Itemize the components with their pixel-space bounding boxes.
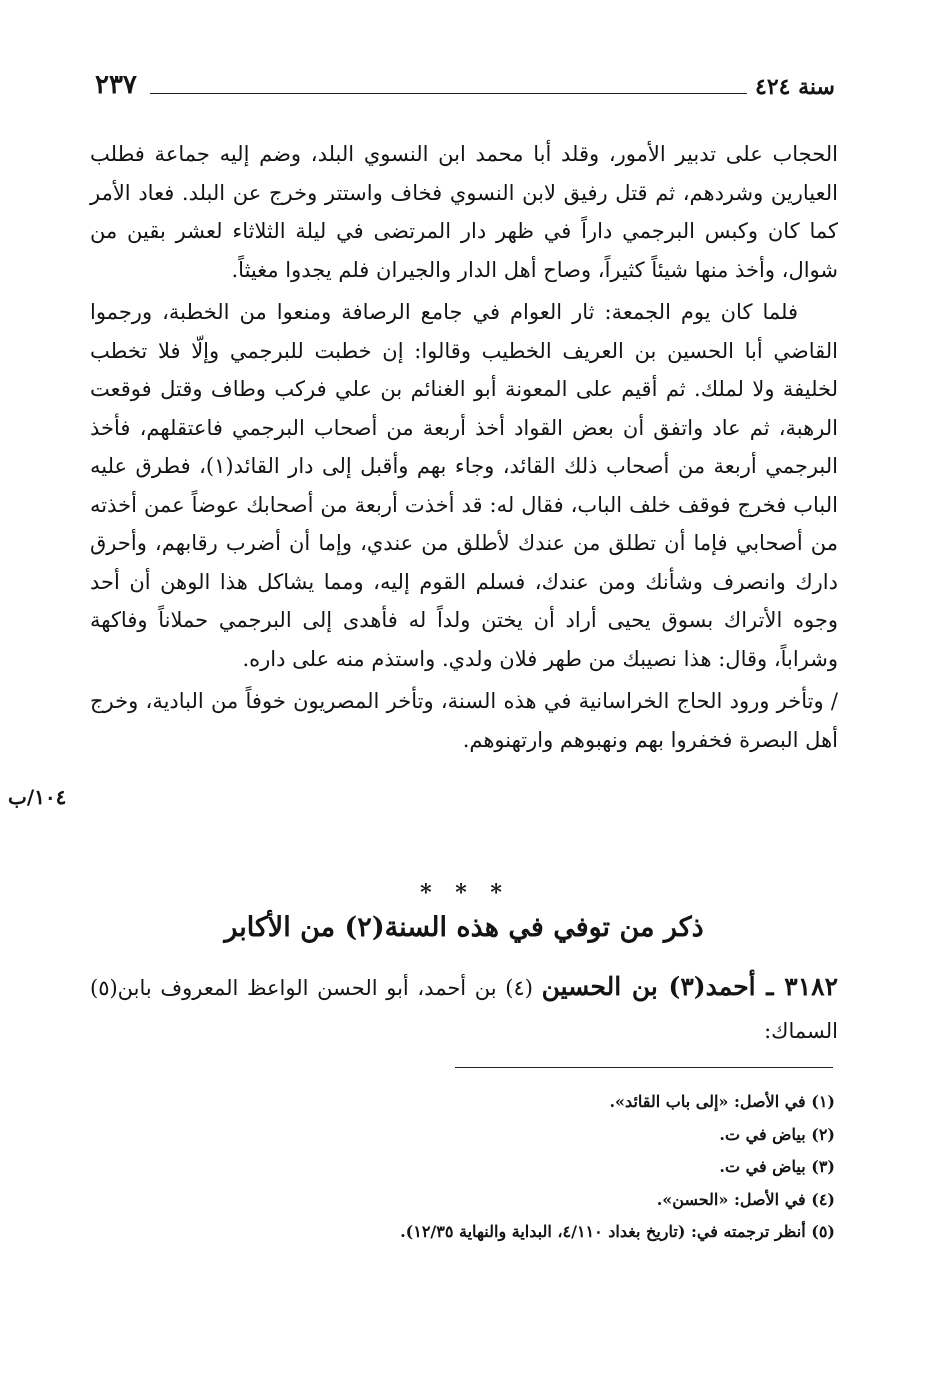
section-heading: ذكر من توفي في هذه السنة(٢) من الأكابر (224, 912, 704, 943)
footnote-item: (١) في الأصل: «إلى باب القائد». (609, 1092, 835, 1111)
header-rule (150, 93, 747, 94)
section-separator-stars: * * * (420, 880, 510, 906)
paragraph-3: / وتأخر ورود الحاج الخراسانية في هذه السنة، وتأخر المصريون خوفاً من البادية، وخرج أهل البصرة فخفروا بهم ونهبوهم وارتهنوهم. (90, 689, 838, 752)
biography-entry (90, 965, 838, 1053)
paragraph-1: الحجاب على تدبير الأمور، وقلد أبا محمد ابن النسوي البلد، وضم إليه جماعة فطلب العيارين وشردهم، ثم قتل رفيق لابن النسوي فخاف واستتر وخرج عن البلد. فعاد الأمر كما كان وكبس البرجمي داراً في ظهر دار المرتضى في ليلة الثلاثاء لعشر بقين من شوال، وأخذ منها شيئاً كثيراً، وصاح أهل الدار والجيران فلم يجدوا مغيثاً. (90, 142, 838, 282)
entry-rest: (٤) بن أحمد، أبو الحسن الواعظ المعروف بابن(٥) السماك: (90, 976, 838, 1043)
entry-name: ٣١٨٢ ـ أحمد(٣) بن الحسين (541, 972, 838, 1001)
main-text (90, 135, 838, 759)
header-year-label: سنة ٤٢٤ (755, 74, 835, 100)
running-header (95, 70, 835, 106)
footnote-rule (455, 1067, 833, 1068)
page-number: ٢٣٧ (95, 70, 137, 100)
footnotes (90, 1086, 835, 1249)
paragraph-2: فلما كان يوم الجمعة: ثار العوام في جامع الرصافة ومنعوا من الخطبة، ورجموا القاضي أبا الحسين بن العريف الخطيب وقالوا: إن خطبت للبرجمي وإلّا فلا تخطب لخليفة ولا لملك. ثم أقيم على المعونة أبو الغنائم بن علي فركب وطاف وقتل فوقعت الرهبة، ثم عاد واتفق أن بعض القواد أخذ أربعة من أصحاب البرجمي فاعتقلهم، فأخذ البرجمي أربعة من أصحاب ذلك القائد، وجاء بهم وأقبل إلى دار القائد(١)، فطرق عليه الباب فخرج فوقف خلف الباب، فقال له: قد أخذت أربعة من أصحابك عوضاً عمن أخذته من أصحابي فإما أن تطلق من عندك لأطلق من عندي، وإما أن أضرب رقابهم، وأحرق دارك وانصرف وشأنك ومن عندك، فسلم القوم إليه، ومما يشاكل هذا الوهن أن أحد وجوه الأتراك بسوق يحيى أراد أن يختن ولداً له فأهدى إلى البرجمي حملاناً وفاكهة وشراباً، وقال: هذا نصيبك من طهر فلان ولدي. واستذم منه على داره. (90, 300, 839, 671)
footnote-item: (٣) بياض في ت. (719, 1157, 835, 1176)
manuscript-folio-marker: ١٠٤/ب (8, 785, 67, 809)
footnote-item: (٤) في الأصل: «الحسن». (656, 1189, 835, 1209)
footnote-item: (٥) أنظر ترجمته في: (تاريخ بغداد ٤/١١٠، البداية والنهاية ١٢/٣٥). (400, 1222, 835, 1241)
footnote-item: (٢) بياض في ت. (719, 1124, 835, 1144)
